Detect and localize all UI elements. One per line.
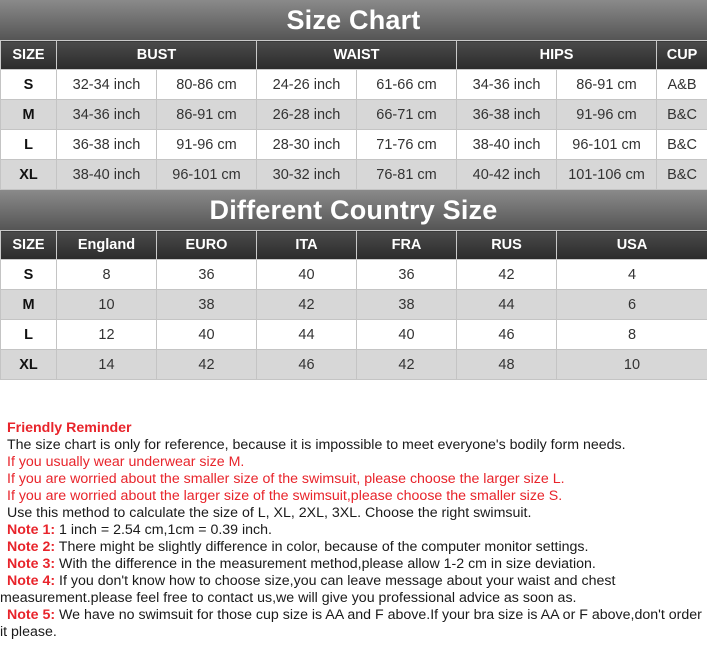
waist-inch-cell: 30-32 inch — [257, 160, 357, 190]
table-row — [1, 160, 707, 190]
hips-inch-cell: 36-38 inch — [457, 100, 557, 130]
usa-cell: 10 — [557, 350, 707, 380]
header-usa: USA — [557, 231, 707, 260]
euro-cell: 36 — [157, 260, 257, 290]
waist-cm-cell: 76-81 cm — [357, 160, 457, 190]
header-cup: CUP — [657, 41, 707, 70]
header-ita: ITA — [257, 231, 357, 260]
reminder-red-line: If you usually wear underwear size M. — [7, 454, 245, 470]
bust-inch-cell: 34-36 inch — [57, 100, 157, 130]
hips-cm-cell: 96-101 cm — [557, 130, 657, 160]
waist-cm-cell: 71-76 cm — [357, 130, 457, 160]
reminder-intro: The size chart is only for reference, because it is impossible to meet everyone's bodily form needs. — [7, 437, 626, 453]
fra-cell: 42 — [357, 350, 457, 380]
bust-inch-cell: 36-38 inch — [57, 130, 157, 160]
rus-cell: 48 — [457, 350, 557, 380]
country-size-table — [0, 230, 707, 380]
hips-cm-cell: 101-106 cm — [557, 160, 657, 190]
table-row — [1, 350, 707, 380]
note-text: We have no swimsuit for those cup size is AA and F above.If your bra size is AA or F above,don't order it please. — [0, 607, 702, 640]
note-label: Note 4: — [7, 573, 56, 589]
euro-cell: 38 — [157, 290, 257, 320]
england-cell: 12 — [57, 320, 157, 350]
header-hips: HIPS — [457, 41, 657, 70]
euro-cell: 40 — [157, 320, 257, 350]
ita-cell: 42 — [257, 290, 357, 320]
size-chart-table — [0, 40, 707, 190]
note-label: Note 2: — [7, 539, 56, 555]
reminder-red-line: If you are worried about the smaller size of the swimsuit, please choose the larger size L. — [7, 471, 565, 487]
reminder-red-line: If you are worried about the larger size of the swimsuit,please choose the smaller size S. — [7, 488, 563, 504]
ita-cell: 40 — [257, 260, 357, 290]
note-label: Note 5: — [7, 607, 56, 623]
country-size-header-row — [1, 231, 707, 260]
cup-cell: B&C — [657, 100, 707, 130]
table-row — [1, 100, 707, 130]
waist-inch-cell: 28-30 inch — [257, 130, 357, 160]
usa-cell: 6 — [557, 290, 707, 320]
hips-cm-cell: 91-96 cm — [557, 100, 657, 130]
hips-cm-cell: 86-91 cm — [557, 70, 657, 100]
usa-cell: 8 — [557, 320, 707, 350]
ita-cell: 44 — [257, 320, 357, 350]
hips-inch-cell: 38-40 inch — [457, 130, 557, 160]
size-cell: S — [1, 260, 57, 290]
ita-cell: 46 — [257, 350, 357, 380]
bust-cm-cell: 91-96 cm — [157, 130, 257, 160]
note-text: If you don't know how to choose size,you can leave message about your waist and chest measurement.please feel free to contact us,we will give you professional advice as soon as. — [0, 573, 616, 606]
header-fra: FRA — [357, 231, 457, 260]
waist-cm-cell: 61-66 cm — [357, 70, 457, 100]
size-cell: M — [1, 290, 57, 320]
country-size-title: Different Country Size — [0, 190, 707, 230]
header-euro: EURO — [157, 231, 257, 260]
cup-cell: B&C — [657, 160, 707, 190]
fra-cell: 36 — [357, 260, 457, 290]
england-cell: 14 — [57, 350, 157, 380]
rus-cell: 44 — [457, 290, 557, 320]
size-cell: S — [1, 70, 57, 100]
euro-cell: 42 — [157, 350, 257, 380]
note-text: With the difference in the measurement method,please allow 1-2 cm in size deviation. — [59, 556, 596, 572]
bust-cm-cell: 86-91 cm — [157, 100, 257, 130]
header-size: SIZE — [1, 231, 57, 260]
cup-cell: A&B — [657, 70, 707, 100]
note-item — [0, 607, 707, 641]
note-item — [0, 522, 707, 539]
fra-cell: 38 — [357, 290, 457, 320]
usa-cell: 4 — [557, 260, 707, 290]
waist-inch-cell: 26-28 inch — [257, 100, 357, 130]
cup-cell: B&C — [657, 130, 707, 160]
size-cell: L — [1, 320, 57, 350]
table-row — [1, 130, 707, 160]
note-item — [0, 539, 707, 556]
note-label: Note 1: — [7, 522, 56, 538]
size-cell: L — [1, 130, 57, 160]
table-row — [1, 70, 707, 100]
bust-inch-cell: 38-40 inch — [57, 160, 157, 190]
size-cell: XL — [1, 160, 57, 190]
reminder-method: Use this method to calculate the size of L, XL, 2XL, 3XL. Choose the right swimsuit. — [7, 505, 532, 521]
table-row — [1, 290, 707, 320]
header-rus: RUS — [457, 231, 557, 260]
header-waist: WAIST — [257, 41, 457, 70]
size-chart-header-row — [1, 41, 707, 70]
rus-cell: 46 — [457, 320, 557, 350]
size-cell: M — [1, 100, 57, 130]
hips-inch-cell: 34-36 inch — [457, 70, 557, 100]
reminder-title: Friendly Reminder — [7, 420, 132, 436]
note-text: 1 inch = 2.54 cm,1cm = 0.39 inch. — [59, 522, 272, 538]
rus-cell: 42 — [457, 260, 557, 290]
waist-inch-cell: 24-26 inch — [257, 70, 357, 100]
table-row — [1, 320, 707, 350]
header-size: SIZE — [1, 41, 57, 70]
england-cell: 8 — [57, 260, 157, 290]
size-chart-title: Size Chart — [0, 0, 707, 40]
fra-cell: 40 — [357, 320, 457, 350]
bust-cm-cell: 96-101 cm — [157, 160, 257, 190]
waist-cm-cell: 66-71 cm — [357, 100, 457, 130]
england-cell: 10 — [57, 290, 157, 320]
note-item — [0, 573, 707, 607]
hips-inch-cell: 40-42 inch — [457, 160, 557, 190]
note-item — [0, 556, 707, 573]
bust-inch-cell: 32-34 inch — [57, 70, 157, 100]
note-label: Note 3: — [7, 556, 56, 572]
note-text: There might be slightly difference in color, because of the computer monitor settings. — [58, 539, 589, 555]
bust-cm-cell: 80-86 cm — [157, 70, 257, 100]
notes-section — [0, 420, 707, 641]
table-row — [1, 260, 707, 290]
header-england: England — [57, 231, 157, 260]
header-bust: BUST — [57, 41, 257, 70]
size-cell: XL — [1, 350, 57, 380]
